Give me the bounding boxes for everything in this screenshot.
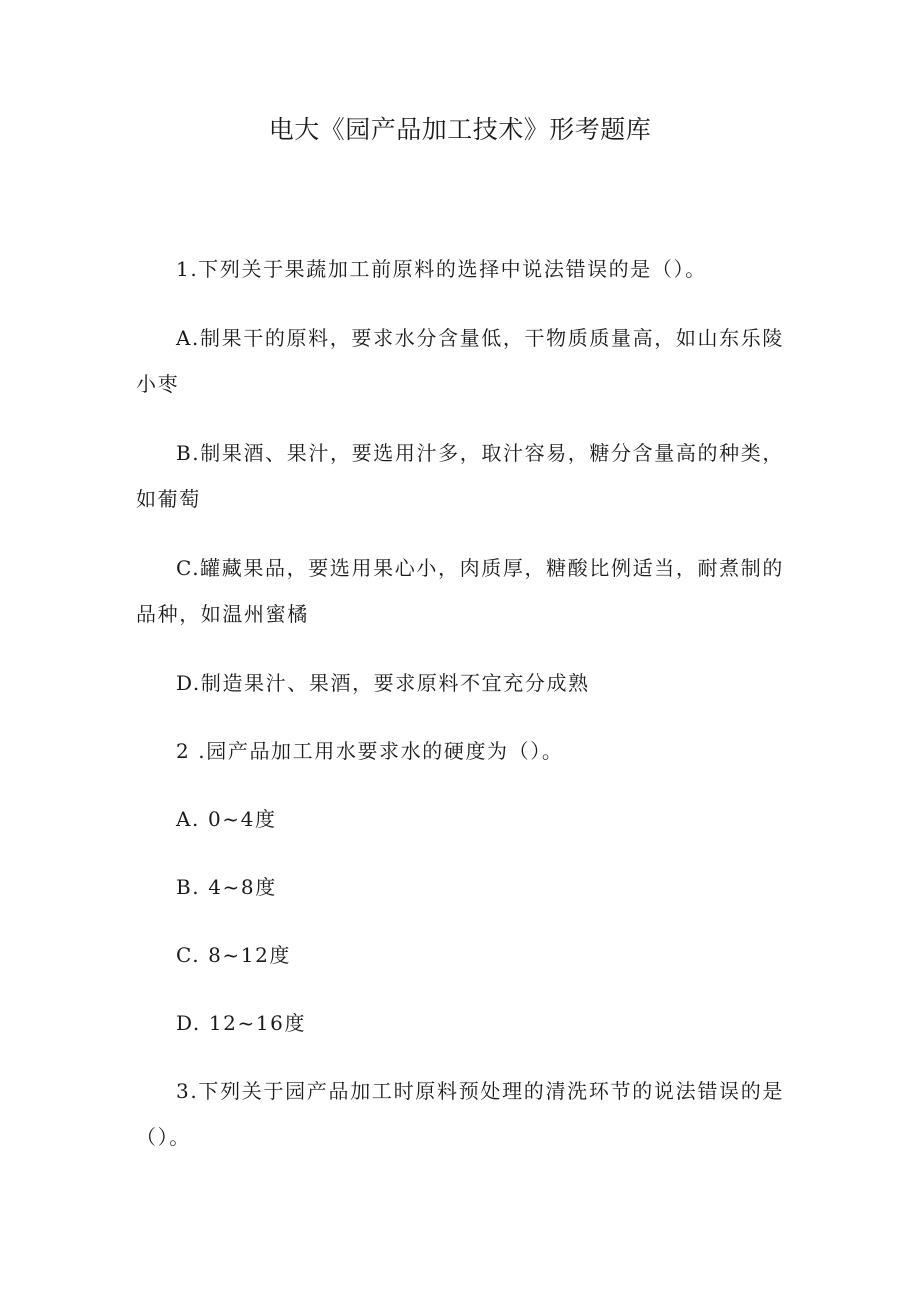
option-a: A. 0~4度 — [176, 807, 277, 831]
option-d: D. 12~16度 — [176, 1011, 307, 1035]
question-1 — [136, 246, 784, 706]
option-a: A.制果干的原料，要求水分含量低，干物质质量高，如山东乐陵小枣 — [136, 326, 784, 396]
option-b: B.制果酒、果汁，要选用汁多，取汁容易，糖分含量高的种类，如葡萄 — [136, 441, 784, 511]
document-title: 电大《园产品加工技术》形考题库 — [268, 115, 652, 144]
question-stem: 1.下列关于果蔬加工前原料的选择中说法错误的是（）。 — [176, 257, 707, 281]
question-2 — [136, 728, 784, 1046]
option-c: C.罐藏果品，要选用果心小，肉质厚，糖酸比例适当，耐煮制的品种，如温州蜜橘 — [136, 556, 784, 626]
option-b: B. 4~8度 — [176, 875, 277, 899]
option-d: D.制造果汁、果酒，要求原料不宜充分成熟 — [176, 671, 590, 695]
question-3 — [136, 1068, 784, 1160]
option-c: C. 8~12度 — [176, 943, 292, 967]
question-stem: 2 .园产品加工用水要求水的硬度为（）。 — [176, 739, 564, 763]
question-list — [136, 246, 784, 1183]
question-stem: 3.下列关于园产品加工时原料预处理的清洗环节的说法错误的是（）。 — [136, 1079, 784, 1149]
